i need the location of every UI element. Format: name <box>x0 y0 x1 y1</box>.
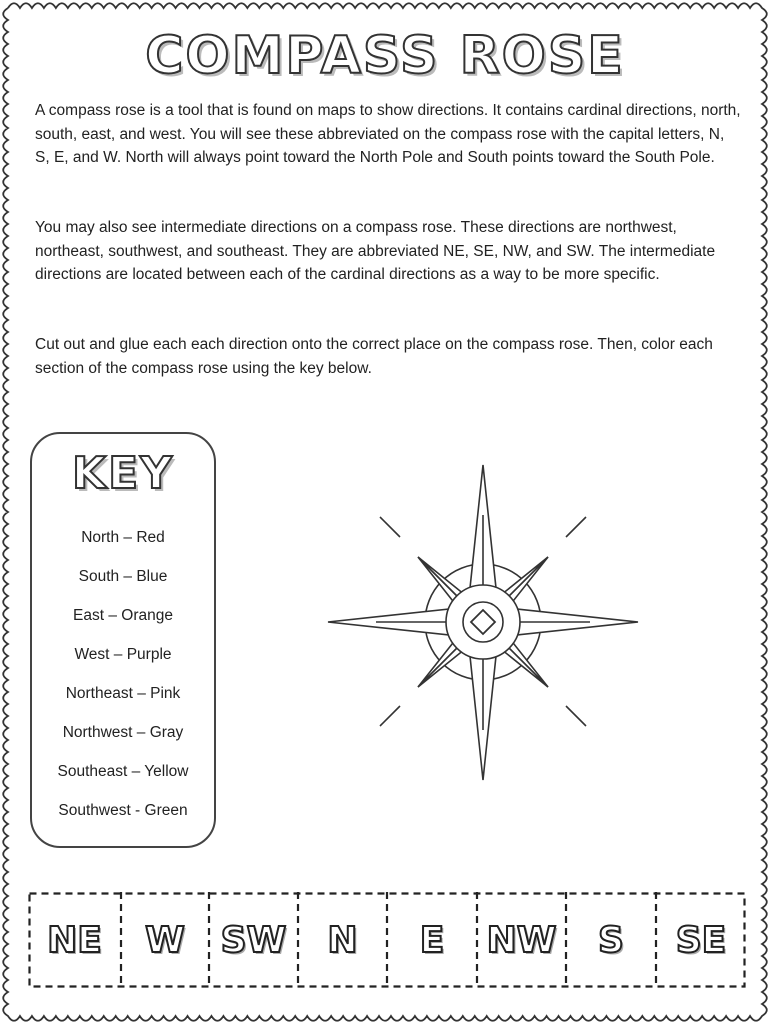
key-item-northeast: Northeast – Pink <box>65 685 181 702</box>
cutout-w[interactable]: W <box>145 919 185 961</box>
cutout-ne[interactable]: NE <box>47 919 102 961</box>
instructions-paragraph: Cut out and glue each each direction onto the correct place on the compass rose. Then, color each section of the compass rose using the key below. <box>35 336 713 377</box>
color-key-box <box>30 432 216 848</box>
key-item-west: West – Purple <box>74 646 172 663</box>
key-item-north: North – Red <box>81 529 165 546</box>
cutout-s[interactable]: S <box>598 919 624 961</box>
cutout-strip <box>28 892 746 988</box>
compass-rose-icon <box>320 460 650 790</box>
key-item-south: South – Blue <box>78 568 168 585</box>
intro-paragraph: A compass rose is a tool that is found on maps to show directions. It contains cardinal directions, north, south, east, and west. You will see these abbreviated on the compass rose with the capital letters, N, S, E, and W. North will always point toward the North Pole and South points toward the South Pole. <box>35 102 741 166</box>
cutout-n[interactable]: N <box>327 919 358 961</box>
key-item-southwest: Southwest - Green <box>58 802 188 819</box>
key-item-east: East – Orange <box>73 607 173 624</box>
key-item-southeast: Southeast – Yellow <box>57 763 189 780</box>
page-title: COMPASS ROSE <box>145 26 625 86</box>
cutout-se[interactable]: SE <box>675 919 727 961</box>
cutout-nw[interactable]: NW <box>486 919 557 961</box>
cutout-sw[interactable]: SW <box>220 919 287 961</box>
cutout-e[interactable]: E <box>419 919 445 961</box>
key-list <box>32 524 214 836</box>
key-item-northwest: Northwest – Gray <box>62 724 184 741</box>
key-title: KEY <box>71 448 174 499</box>
intermediate-directions-paragraph: You may also see intermediate directions on a compass rose. These directions are northwest, northeast, southwest, and southeast. They are abbreviated NE, SE, NW, and SW. The intermediate directions are located between each of the cardinal directions as a way to be more specific. <box>35 219 716 283</box>
